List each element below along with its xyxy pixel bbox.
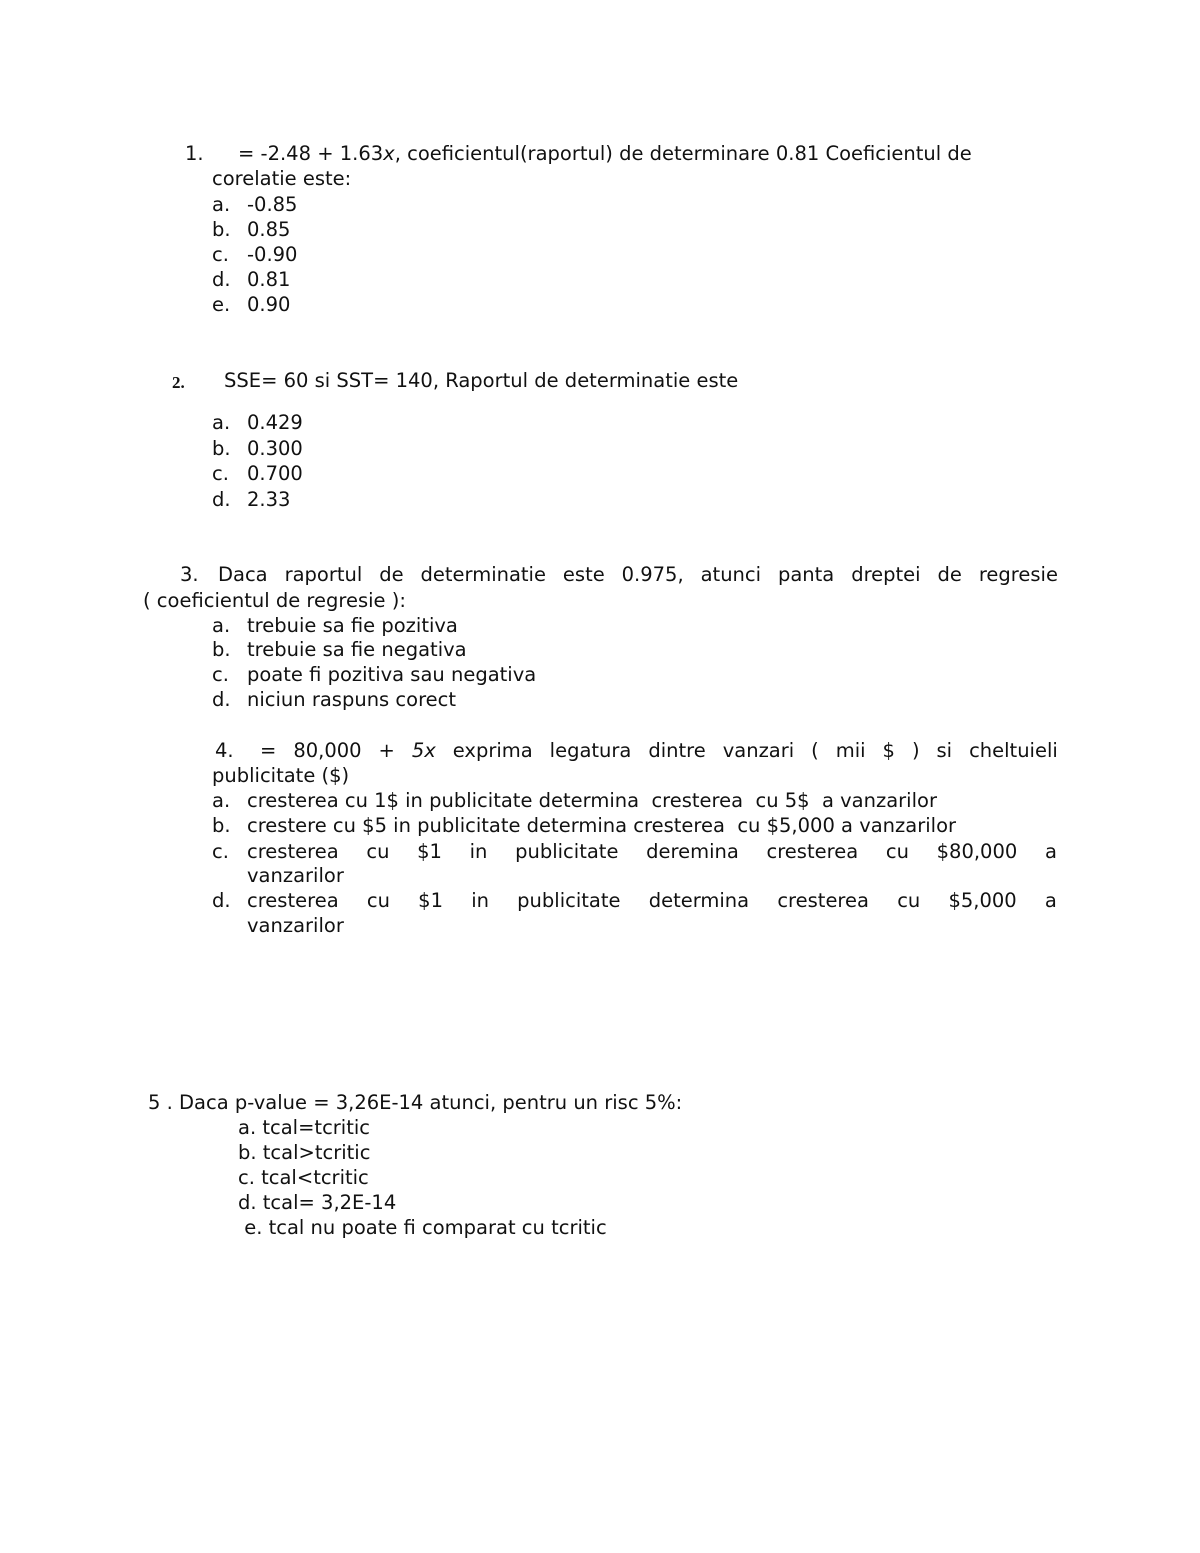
question-2-stem: SSE= 60 si SST= 140, Raportul de determinatie este: [224, 369, 739, 392]
option-b: b. 0.300: [212, 437, 303, 460]
option-e: e. 0.90: [212, 293, 291, 316]
option-b: b. tcal>tcritic: [238, 1141, 371, 1164]
option-d: d. tcal= 3,2E-14: [238, 1191, 397, 1214]
question-5-stem: 5 . Daca p-value = 3,26E-14 atunci, pentru un risc 5%:: [148, 1091, 683, 1114]
option-c: c. tcal<tcritic: [238, 1166, 369, 1189]
option-a: a. 0.429: [212, 411, 303, 434]
question-1-stem-continuation: corelatie este:: [212, 167, 352, 190]
option-b: b. 0.85: [212, 218, 291, 241]
option-a: a. -0.85: [212, 193, 298, 216]
question-1-stem: = -2.48 + 1.63x, coeficientul(raportul) de determinare 0.81 Coeficientul de: [238, 142, 972, 165]
option-b: b. trebuie sa fie negativa: [212, 638, 467, 661]
option-a: a. trebuie sa fie pozitiva: [212, 614, 458, 637]
question-4-stem-continuation: publicitate ($): [212, 764, 350, 787]
option-a: a. tcal=tcritic: [238, 1116, 371, 1139]
option-c: c. -0.90: [212, 243, 298, 266]
question-3-stem: Daca raportul de determinatie este 0.975, atunci panta dreptei de regresie: [218, 563, 1058, 586]
option-d: d. niciun raspuns corect: [212, 688, 457, 711]
option-e: e. tcal nu poate fi comparat cu tcritic: [238, 1216, 607, 1239]
option-c: c. poate fi pozitiva sau negativa: [212, 663, 537, 686]
option-a: a. cresterea cu 1$ in publicitate determina cresterea cu 5$ a vanzarilor: [212, 789, 937, 812]
question-1-number: 1.: [185, 142, 204, 165]
option-c: c. 0.700: [212, 462, 303, 485]
option-b: b. crestere cu $5 in publicitate determina cresterea cu $5,000 a vanzarilor: [212, 814, 957, 837]
question-2-number: 2.: [172, 373, 185, 392]
document-page: 1. = -2.48 + 1.63x, coeficientul(raportul) de determinare 0.81 Coeficientul de corelatie este: a. -0.85 b. 0.85 c. -0.90 d. 0.81 e. 0.90 2. SSE= 60 si SST= 140, Raportul de determinatie este a. 0.429 b. 0.300 c. 0.700 d. 2.33 3. Daca raportul de determinatie este 0.975, atunci panta dreptei de regresie ( coeficientul de regresie ): a. trebuie sa fie pozitiva b. trebuie sa fie negativa c. poate fi pozitiva sau negativa d. niciun raspuns corect 4. = 80,000 + 5x exprima legatura dintre vanzari ( mii $ ) si cheltuieli publicitate ($) a. cresterea cu 1$ in publicitate determina cresterea cu 5$ a vanzarilor b. crestere cu $5 in publicitate determina cresterea cu $5,000 a vanzarilor c. cresterea cu $1 in publicitate deremina cresterea cu $80,000 a vanzarilor d. cresterea cu $1 in publicitate determina cresterea cu $5,000 a vanzarilor 5 . Daca p-value = 3,26E-14 atunci, pentru un risc 5%: a. tcal=tcritic b. tcal>tcritic c. tcal<tcritic d. tcal= 3,2E-14 e. tcal nu poate fi comparat cu tcritic: [143, 142, 1058, 1239]
question-4-stem: = 80,000 + 5x exprima legatura dintre vanzari ( mii $ ) si cheltuieli: [260, 739, 1058, 762]
option-d: d. 2.33: [212, 488, 291, 511]
question-3-number: 3.: [180, 563, 199, 586]
question-4-number: 4.: [215, 739, 234, 762]
option-d: d. 0.81: [212, 268, 291, 291]
question-3-stem-continuation: ( coeficientul de regresie ):: [143, 589, 406, 612]
